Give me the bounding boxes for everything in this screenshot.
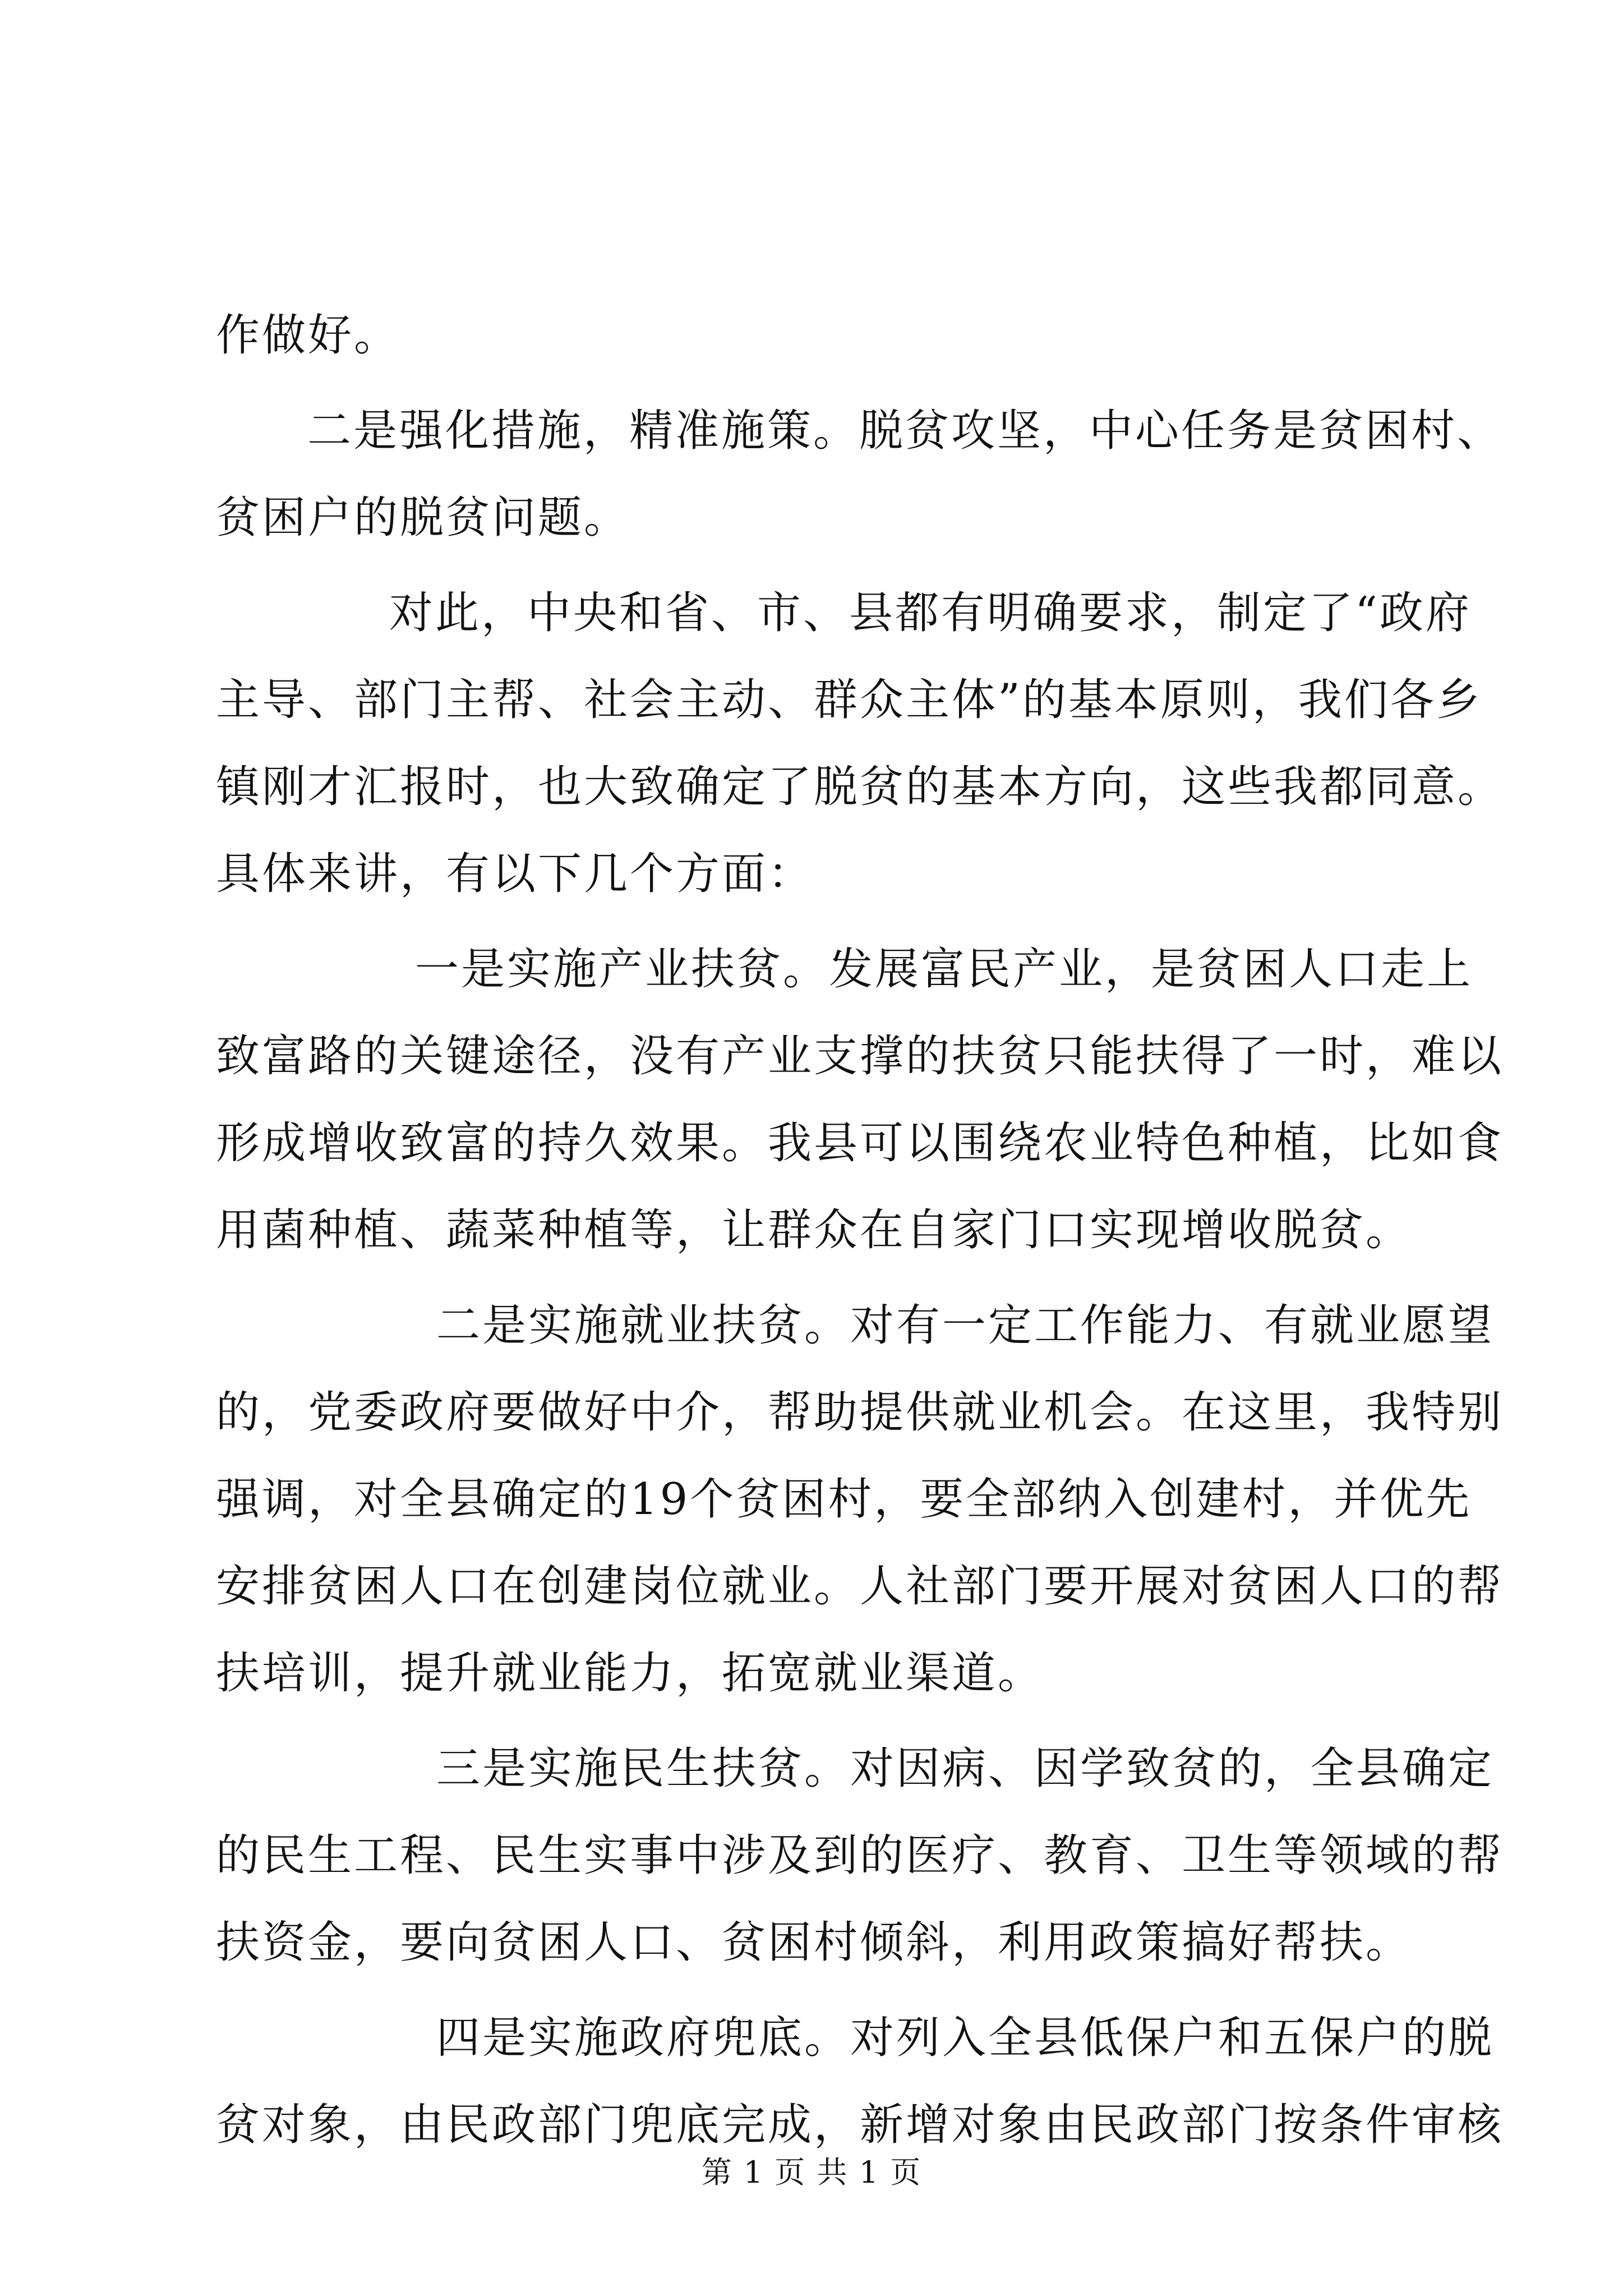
text-line: 扶培训，提升就业能力，拓宽就业渠道。 — [216, 1648, 1044, 1699]
text-line: 具体来讲，有以下几个方面： — [216, 849, 814, 899]
text-line: 扶资金，要向贫困人口、贫困村倾斜，利用政策搞好帮扶。 — [216, 1917, 1412, 1968]
text-line: 三是实施民生扶贫。对因病、因学致贫的，全县确定 — [436, 1743, 1495, 1794]
text-line: 四是实施政府兜底。对列入全县低保户和五保户的脱 — [436, 2013, 1495, 2063]
text-line: 致富路的关键途径，没有产业支撑的扶贫只能扶得了一时，难以 — [216, 1031, 1504, 1082]
text-line: 对此，中央和省、市、县都有明确要求，制定了“政府 — [389, 588, 1472, 638]
text-line: 作做好。 — [216, 310, 400, 361]
text-line: 一是实施产业扶贫。发展富民产业，是贫困人口走上 — [415, 944, 1473, 995]
text-line: 用菌种植、蔬菜种植等，让群众在自家门口实现增收脱贫。 — [216, 1205, 1412, 1255]
text-line: 主导、部门主帮、社会主动、群众主体”的基本原则，我们各乡 — [216, 675, 1482, 725]
text-line: 的民生工程、民生实事中涉及到的医疗、教育、卫生等领域的帮 — [216, 1830, 1504, 1881]
text-line: 贫对象，由民政部门兜底完成，新增对象由民政部门按条件审核 — [216, 2100, 1504, 2150]
text-line: 二是强化措施，精准施策。脱贫攻坚，中心任务是贫困村、 — [307, 406, 1504, 456]
text-line: 二是实施就业扶贫。对有一定工作能力、有就业愿望 — [436, 1300, 1495, 1351]
text-line: 镇刚才汇报时，也大致确定了脱贫的基本方向，这些我都同意。 — [216, 762, 1504, 812]
page-footer: 第 1 页 共 1 页 — [701, 2155, 922, 2190]
text-line: 的，党委政府要做好中介，帮助提供就业机会。在这里，我特别 — [216, 1387, 1504, 1438]
text-line: 贫困户的脱贫问题。 — [216, 493, 630, 543]
text-line: 安排贫困人口在创建岗位就业。人社部门要开展对贫困人口的帮 — [216, 1561, 1504, 1612]
text-line: 形成增收致富的持久效果。我县可以围绕农业特色种植，比如食 — [216, 1118, 1504, 1168]
text-line: 强调，对全县确定的19个贫困村，要全部纳入创建村，并优先 — [216, 1474, 1472, 1525]
